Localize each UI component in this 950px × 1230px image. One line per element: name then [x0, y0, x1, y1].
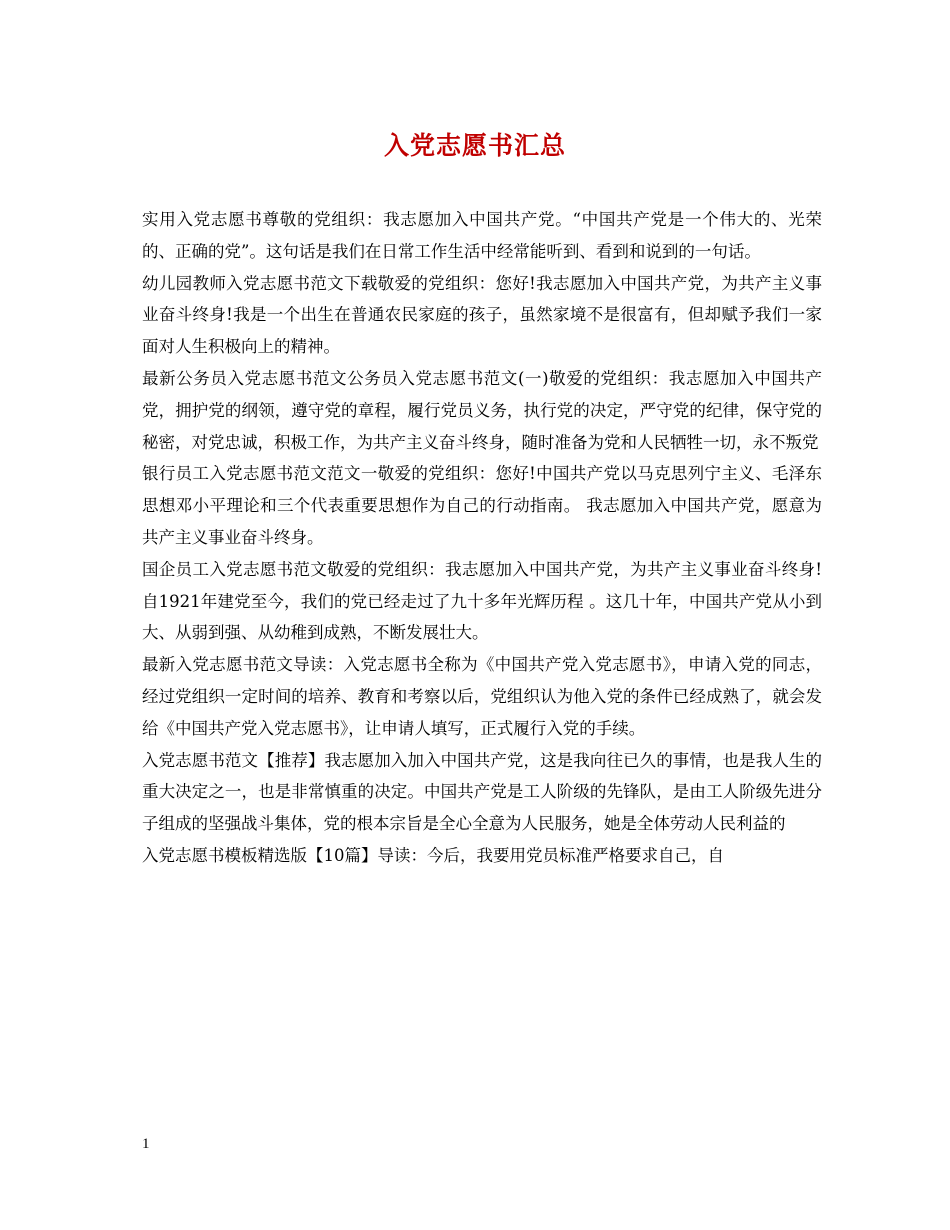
paragraph: 最新入党志愿书范文导读：入党志愿书全称为《中国共产党入党志愿书》，申请入党的同志，经过党组织一定时间的培养、教育和考察以后，党组织认为他入党的条件已经成熟了，就会发给《中国共产党入党志愿书》，让申请人填写，正式履行入党的手续。 — [142, 655, 822, 738]
paragraph: 入党志愿书范文【推荐】我志愿加入加入中国共产党，这是我向往已久的事情，也是我人生的重大决定之一，也是非常慎重的决定。中国共产党是工人阶级的先锋队，是由工人阶级先进分子组成的坚强战斗集体，党的根本宗旨是全心全意为人民服务，她是全体劳动人民利益的 — [142, 750, 822, 834]
paragraph: 国企员工入党志愿书范文敬爱的党组织：我志愿加入中国共产党，为共产主义事业奋斗终身!自1921年建党至今，我们的党已经走过了九十多年光辉历程 。这几十年，中国共产党从小到大、从弱到强、从幼稚到成熟，不断发展壮大。 — [142, 559, 822, 643]
page-number: 1 — [142, 1136, 150, 1152]
paragraph: 银行员工入党志愿书范文范文一敬爱的党组织：您好!中国共产党以马克思列宁主义、毛泽东思想邓小平理论和三个代表重要思想作为自己的行动指南。 我志愿加入中国共产党，愿意为共产主义事业奋斗终身。 — [142, 464, 822, 547]
paragraph: 实用入党志愿书尊敬的党组织：我志愿加入中国共产党。“中国共产党是一个伟大的、光荣的、正确的党”。这句话是我们在日常工作生活中经常能听到、看到和说到的一句话。 — [142, 210, 822, 261]
document-body — [142, 204, 822, 872]
paragraph: 幼儿园教师入党志愿书范文下载敬爱的党组织：您好!我志愿加入中国共产党，为共产主义事业奋斗终身!我是一个出生在普通农民家庭的孩子，虽然家境不是很富有，但却赋予我们一家面对人生积极向上的精神。 — [142, 273, 822, 357]
document-title: 入党志愿书汇总 — [383, 131, 566, 160]
paragraph: 最新公务员入党志愿书范文公务员入党志愿书范文(一)敬爱的党组织：我志愿加入中国共产党，拥护党的纲领，遵守党的章程，履行党员义务，执行党的决定，严守党的纪律，保守党的秘密，对党忠诚，积极工作，为共产主义奋斗终身，随时准备为党和人民牺牲一切，永不叛党 — [142, 368, 822, 452]
paragraph: 入党志愿书模板精选版【10篇】导读：今后，我要用党员标准严格要求自己，自 — [142, 845, 724, 865]
